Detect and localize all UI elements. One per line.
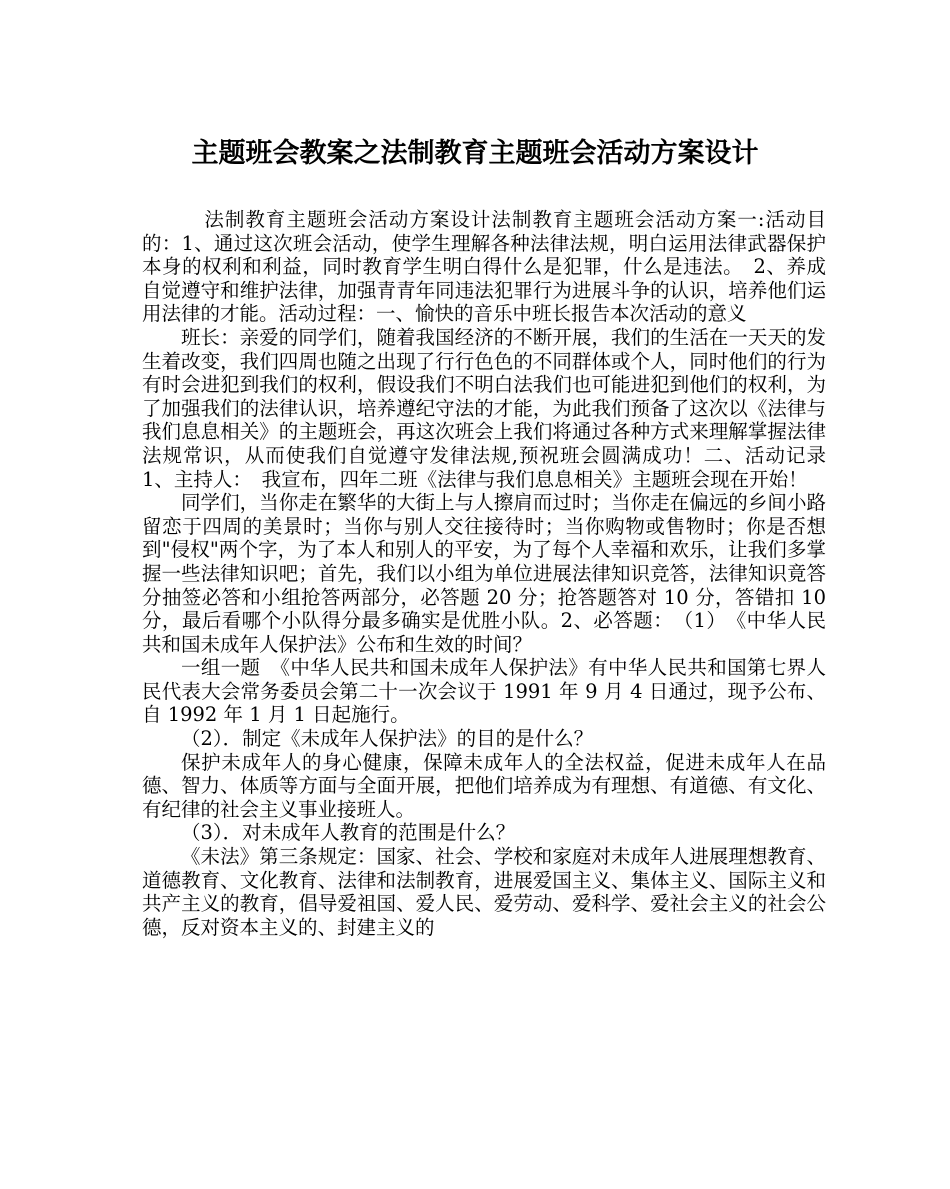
paragraph-answer-3: 《未法》第三条规定：国家、社会、学校和家庭对未成年人进展理想教育、道德教育、文化教育、法律和法制教育，进展爱国主义、集体主义、国际主义和共产主义的教育，倡导爱祖国、爱人民、爱劳动、爱科学、爱社会主义的社会公德，反对资本主义的、封建主义的: [142, 845, 826, 939]
paragraph-answer-2: 保护未成年人的身心健康，保障未成年人的全法权益，促进未成年人在品德、智力、体质等方面与全面开展，把他们培养成为有理想、有道德、有文化、有纪律的社会主义事业接班人。: [142, 750, 826, 821]
paragraph-question-2: （2）．制定《未成年人保护法》的目的是什么？: [181, 727, 594, 751]
paragraph-activity-purpose: 法制教育主题班会活动方案设计法制教育主题班会活动方案一:活动目的：1、通过这次班会活动，使学生理解各种法律法规，明白运用法律武器保护本身的权利和利益，同时教育学生明白得什么是犯罪，什么是违法。 2、养成自觉遵守和维护法律，加强青青年同违法犯罪行为进展斗争的认识，培养他们运用法律的才能。活动过程：一、愉快的音乐中班长报告本次活动的意义: [142, 208, 826, 326]
paragraph-answer-1: 一组一题 《中华人民共和国未成年人保护法》有中华人民共和国第七界人民代表大会常务委员会第二十一次会议于 1991 年 9 月 4 日通过，现予公布、自 1992 年 1 月 1 日起施行。: [142, 656, 826, 727]
document-title: 主题班会教案之法制教育主题班会活动方案设计: [191, 138, 759, 169]
paragraph-question-3: （3）．对未成年人教育的范围是什么？: [181, 821, 516, 845]
paragraph-host-intro: 同学们，当你走在繁华的大街上与人擦肩而过时；当你走在偏远的乡间小路留恋于四周的美景时；当你与别人交往接待时；当你购物或售物时；你是否想到"侵权"两个字，为了本人和别人的平安，为了每个人幸福和欢乐，让我们多掌握一些法律知识吧；首先，我们以小组为单位进展法律知识竞答，法律知识竟答分抽签必答和小组抢答两部分，必答题 20 分；抢答题答对 10 分，答错扣 10 分，最后看哪个小队得分最多确实是优胜小队。2、必答题： （1） 《中华人民共和国未成年人保护法》公布和生效的时间？: [142, 491, 826, 656]
document-body: [142, 208, 826, 939]
paragraph-monitor-speech: 班长：亲爱的同学们，随着我国经济的不断开展，我们的生活在一天天的发生着改变，我们四周也随之出现了行行色色的不同群体或个人，同时他们的行为有时会进犯到我们的权利，假设我们不明白法我们也可能进犯到他们的权利，为了加强我们的法律认识，培养遵纪守法的才能，为此我们预备了这次以《法律与我们息息相关》的主题班会，再这次班会上我们将通过各种方式来理解掌握法律法规常识，从而使我们自觉遵守发律法规,预祝班会圆满成功！二、活动记录 1、主持人： 我宣布，四年二班《法律与我们息息相关》主题班会现在开始！: [142, 325, 826, 491]
